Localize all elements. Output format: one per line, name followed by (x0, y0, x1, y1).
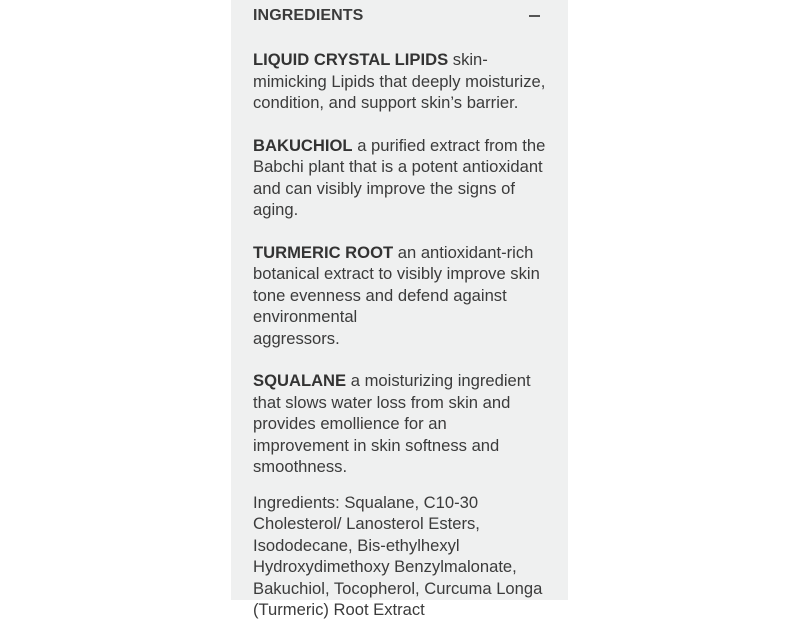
ingredient-description: an antioxidant-rich botanical extract to visibly improve skin tone evenness and defend against environmental (253, 242, 540, 326)
ingredient-description: a purified extract from the Babchi plant that is a potent antioxidant and can visibly improve the signs of aging. (253, 135, 546, 219)
ingredient-highlight-lipids (253, 49, 546, 114)
collapse-button[interactable] (524, 6, 544, 26)
accordion-header[interactable] (253, 0, 546, 32)
ingredient-name: LIQUID CRYSTAL LIPIDS (253, 50, 449, 69)
accordion-content (253, 49, 546, 621)
ingredient-highlight-bakuchiol (253, 135, 546, 221)
ingredient-name: TURMERIC ROOT (253, 242, 394, 262)
ingredient-name: SQUALANE (253, 371, 347, 390)
ingredient-description-tail: aggressors. (253, 328, 340, 348)
full-ingredients-list: Ingredients: Squalane, C10-30 Cholesterol/ Lanosterol Esters, Isododecane, Bis-ethylhexyl Hydroxydimethoxy Benzylmalonate, Bakuchiol, Tocopherol, Curcuma Longa (Turmeric) Root Extract (253, 492, 543, 619)
ingredient-description: a moisturizing ingredient that slows water loss from skin and provides emollience for an improvement in skin softness and smoothness. (253, 371, 531, 476)
ingredient-highlight-turmeric (253, 242, 546, 350)
ingredient-highlight-squalane (253, 370, 546, 478)
ingredient-description: skin-mimicking Lipids that deeply moisturize, condition, and support skin’s barrier. (253, 50, 546, 112)
minus-icon (529, 15, 540, 17)
ingredient-name: BAKUCHIOL (253, 135, 353, 155)
ingredients-accordion (231, 0, 568, 619)
accordion-title: INGREDIENTS (253, 7, 364, 24)
